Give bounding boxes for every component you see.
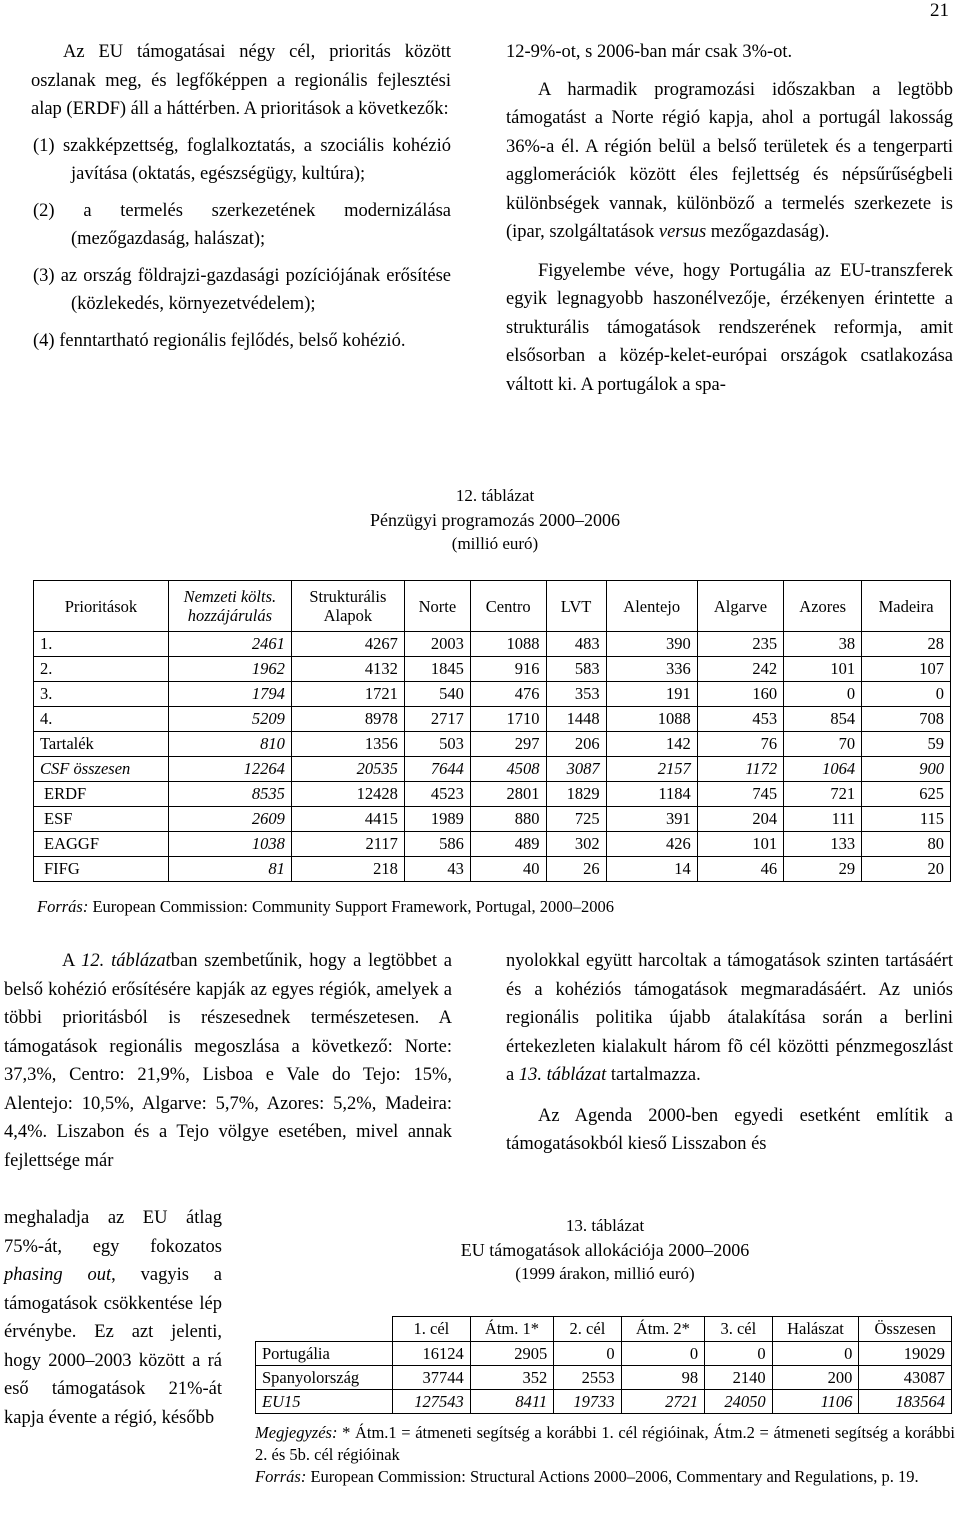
table12-cell: 7644 [404,757,470,782]
table12-row [34,832,951,857]
table12-cell: 2717 [404,707,470,732]
table13-number: 13. táblázat [565,1216,645,1235]
table12-row-label: 2. [34,657,169,682]
table12-cell: 476 [470,682,546,707]
table13-title: EU támogatások allokációja 2000–2006 [460,1240,750,1260]
table12-row [34,782,951,807]
table13-cell: 127543 [393,1390,471,1414]
table12-cell: 111 [784,807,862,832]
table13-note: Megjegyzés: * Átm.1 = átmeneti segítség a korábbi 1. cél régióinak, Átm.2 = átmeneti segítség a korábbi 2. és 5b. cél régióinak [255,1423,955,1464]
table12-header: LVT [546,581,606,632]
table12-cell: 133 [784,832,862,857]
table12-cell: 916 [470,657,546,682]
table12-cell: 721 [784,782,862,807]
table12-number: 12. táblázat [455,486,535,505]
table12-row-label: FIFG [34,857,169,882]
table12-cell: 2003 [404,632,470,657]
table12-cell: 2609 [168,807,291,832]
table12-row [34,757,951,782]
table12-cell: 1184 [606,782,697,807]
table12-cell: 1710 [470,707,546,732]
table12-cell: 4132 [291,657,404,682]
table12-cell: 725 [546,807,606,832]
table12-cell: 101 [784,657,862,682]
table12-row-label: ESF [34,807,169,832]
table12-header: Centro [470,581,546,632]
table12-cell: 59 [862,732,951,757]
table12-cell: 160 [697,682,783,707]
table12-row-label: 4. [34,707,169,732]
table12-row-label: 1. [34,632,169,657]
table13-header: Átm. 1* [470,1317,553,1342]
table12-cell: 390 [606,632,697,657]
table13-unit: (1999 árakon, millió euró) [515,1264,695,1283]
table12-cell: 2117 [291,832,404,857]
table12-row-label: EAGGF [34,832,169,857]
table12-cell: 206 [546,732,606,757]
table12-row-label: 3. [34,682,169,707]
table12-cell: 28 [862,632,951,657]
table12 [33,580,951,882]
table12-cell: 2801 [470,782,546,807]
table12-row-label: ERDF [34,782,169,807]
table12-cell: 297 [470,732,546,757]
table12-cell: 483 [546,632,606,657]
table13-cell: 2905 [470,1342,553,1366]
table12-cell: 2461 [168,632,291,657]
table13-cell: 2553 [554,1366,621,1390]
table12-cell: 3087 [546,757,606,782]
table12-cell: 235 [697,632,783,657]
table12-cell: 101 [697,832,783,857]
table12-cell: 1829 [546,782,606,807]
table12-cell: 218 [291,857,404,882]
agenda-paragraph: Az Agenda 2000-ben egyedi esetként említik a támogatásokból kieső Lisszabon és [506,1105,953,1154]
table12-row [34,707,951,732]
table12-cell: 854 [784,707,862,732]
table12-cell: 1962 [168,657,291,682]
table12-cell: 453 [697,707,783,732]
table12-title: Pénzügyi programozás 2000–2006 [370,510,620,530]
table13-caption [400,1214,810,1286]
table12-cell: 1088 [470,632,546,657]
table12-cell: 12264 [168,757,291,782]
priority-item-4: (4) fenntartható regionális fejlődés, belső kohézió. [33,330,406,351]
table13-cell: 352 [470,1366,553,1390]
table12-header: Prioritások [34,581,169,632]
intro-paragraph: Az EU támogatásai négy cél, prioritás között oszlanak meg, és legfőképpen a regionális fejlesztési alap (ERDF) áll a háttérben. A prioritások a következők: [31,42,451,119]
table12-header: Algarve [697,581,783,632]
table12-header: Strukturális Alapok [291,581,404,632]
table13-cell: 37744 [393,1366,471,1390]
table12-cell: 20 [862,857,951,882]
table13-cell: 0 [554,1342,621,1366]
table13-header: 2. cél [554,1317,621,1342]
table12-row-label: Tartalék [34,732,169,757]
table12-header-row [34,581,951,632]
table13-cell: 98 [621,1366,704,1390]
table12-cell: 1088 [606,707,697,732]
table12-header: Nemzeti költs. hozzájárulás [168,581,291,632]
left-top-column [31,38,451,355]
table12-header: Azores [784,581,862,632]
table12-cell: 20535 [291,757,404,782]
right-bottom-column [506,947,953,1159]
table12-row [34,657,951,682]
table13-row-label: Spanyolország [256,1366,393,1390]
table12-cell: 43 [404,857,470,882]
table12-cell: 142 [606,732,697,757]
table12-cell: 1721 [291,682,404,707]
table12-row [34,807,951,832]
table12-cell: 880 [470,807,546,832]
table12-cell: 1064 [784,757,862,782]
table12-cell: 8978 [291,707,404,732]
table12-cell: 4415 [291,807,404,832]
table12-cell: 5209 [168,707,291,732]
table13-row-label: Portugália [256,1342,393,1366]
table12-cell: 204 [697,807,783,832]
table12-cell: 46 [697,857,783,882]
table12-cell: 80 [862,832,951,857]
table12-cell: 191 [606,682,697,707]
table12-header: Norte [404,581,470,632]
reform-paragraph: Figyelembe véve, hogy Portugália az EU-transzferek egyik legnagyobb haszonélvezője, érzékenyen érintette a strukturális támogatások rendszerének reformja, amit elsősorban a közép-kelet-európai országok csatlakozása váltott ki. A portugálok a spa- [506,260,953,395]
table12-cell: 81 [168,857,291,882]
table13-cell: 200 [772,1366,859,1390]
table12-source: Forrás: European Commission: Community Support Framework, Portugal, 2000–2006 [37,897,615,916]
table12-cell: 708 [862,707,951,732]
table12-cell: 745 [697,782,783,807]
table12-cell: 8535 [168,782,291,807]
table13-header: 3. cél [705,1317,772,1342]
table12-cell: 107 [862,657,951,682]
continuation-line: 12-9%-ot, s 2006-ban már csak 3%-ot. [506,42,793,62]
table13-header: Halászat [772,1317,859,1342]
left-bottom-column [4,947,452,1175]
page-number: 21 [930,0,949,21]
table12-cell: 1989 [404,807,470,832]
table12-row [34,632,951,657]
table12-cell: 76 [697,732,783,757]
table12-cell: 540 [404,682,470,707]
table12-header: Madeira [862,581,951,632]
table12-cell: 489 [470,832,546,857]
table13-cell: 8411 [470,1390,553,1414]
right-top-column [506,38,953,399]
table13-cell: 0 [705,1342,772,1366]
table12-cell: 336 [606,657,697,682]
table12-caption [300,484,690,556]
table13-cell: 1106 [772,1390,859,1414]
table12-cell: 2157 [606,757,697,782]
table13-row [256,1390,952,1414]
table13-cell: 0 [621,1342,704,1366]
table12-cell: 1794 [168,682,291,707]
table12-cell: 900 [862,757,951,782]
table13-source: Forrás: European Commission: Structural Actions 2000–2006, Commentary and Regulations, p. 19. [255,1467,919,1486]
table12-cell: 583 [546,657,606,682]
table13-header-row [256,1317,952,1342]
table12-cell: 353 [546,682,606,707]
table12-cell: 4523 [404,782,470,807]
table12-unit: (millió euró) [451,534,539,553]
table12-cell: 115 [862,807,951,832]
table13-cell: 16124 [393,1342,471,1366]
table13-corner [256,1317,393,1342]
priority-item-3: (3) az ország földrajzi-gazdasági pozíciójának erősítése (közlekedés, környezetvédelem); [33,265,451,314]
table12-cell: 625 [862,782,951,807]
table12-cell: 4508 [470,757,546,782]
left-narrow-column [4,1204,222,1432]
table12-cell: 4267 [291,632,404,657]
table12-cell: 302 [546,832,606,857]
phasing-out-paragraph: meghaladja az EU átlag 75%-át, egy fokozatos phasing out, vagyis a támogatások csökkentése lép érvénybe. Ez azt jelenti, hogy 2000–2003 között a rá eső támogatások 21%-át kapja évente a régió, később [4,1208,222,1428]
table13-cell: 24050 [705,1390,772,1414]
table12-cell: 426 [606,832,697,857]
table13-row [256,1342,952,1366]
table12-cell: 1845 [404,657,470,682]
table12-discussion: A 12. táblázatban szembetűnik, hogy a legtöbbet a belső kohézió erősítésére kapják az egyes régiók, amelyek a többi prioritásból is részesednek természetesen. A támogatások regionális megoszlása a következő: Norte: 37,3%, Centro: 21,9%, Lisboa e Vale do Tejo: 15%, Alentejo: 10,5%, Algarve: 5,7%, Azores: 5,2%, Madeira: 4,4%. Liszabon és a Tejo völgye esetében, mivel annak fejlettsége már [4,951,452,1171]
table13-row-label: EU15 [256,1390,393,1414]
table12-cell: 391 [606,807,697,832]
table12-cell: 1172 [697,757,783,782]
berlin-paragraph: nyolokkal együtt harcoltak a támogatások szinten tartásáért és a kohéziós támogatások megmaradásáért. Az uniós regionális politika újabb átalakítása során a berlini értekezleten kialakult három fõ cél közötti pénzmegoszlást a 13. táblázat tartalmazza. [506,951,953,1085]
table12-cell: 40 [470,857,546,882]
table13-notes [255,1422,955,1488]
priority-item-1: (1) szakképzettség, foglalkoztatás, a szociális kohézió javítása (oktatás, egészségügy, kultúra); [33,135,451,184]
table13-header: Összesen [859,1317,952,1342]
table13-header: 1. cél [393,1317,471,1342]
table12-cell: 242 [697,657,783,682]
table13-cell: 183564 [859,1390,952,1414]
norte-paragraph: A harmadik programozási időszakban a legtöbb támogatást a Norte régió kapja, ahol a portugál lakosság 36%-a él. A régión belül a belső területek és a tengerparti agglomerációk között éles fejlettség és népsűrűségbeli különbségek vannak, különböző a termelés szerkezete is (ipar, szolgáltatások versus mezőgazdaság). [506,79,953,242]
table12-row [34,682,951,707]
table12-cell: 503 [404,732,470,757]
table12-cell: 1356 [291,732,404,757]
table12-cell: 0 [862,682,951,707]
table12-cell: 1448 [546,707,606,732]
table12-cell: 0 [784,682,862,707]
priority-item-2: (2) a termelés szerkezetének modernizálása (mezőgazdaság, halászat); [33,200,451,249]
table13-cell: 2721 [621,1390,704,1414]
table12-row [34,732,951,757]
table12-row-label: CSF összesen [34,757,169,782]
table13-cell: 19029 [859,1342,952,1366]
table12-cell: 14 [606,857,697,882]
table12-cell: 38 [784,632,862,657]
table12-cell: 29 [784,857,862,882]
table13-row [256,1366,952,1390]
table12-cell: 12428 [291,782,404,807]
table12-cell: 70 [784,732,862,757]
table13-cell: 0 [772,1342,859,1366]
table13-cell: 43087 [859,1366,952,1390]
table12-row [34,857,951,882]
table12-cell: 1038 [168,832,291,857]
table13 [255,1316,952,1414]
table12-cell: 26 [546,857,606,882]
table13-header: Átm. 2* [621,1317,704,1342]
table13-cell: 19733 [554,1390,621,1414]
table12-header: Alentejo [606,581,697,632]
table12-cell: 810 [168,732,291,757]
table12-cell: 586 [404,832,470,857]
table13-cell: 2140 [705,1366,772,1390]
